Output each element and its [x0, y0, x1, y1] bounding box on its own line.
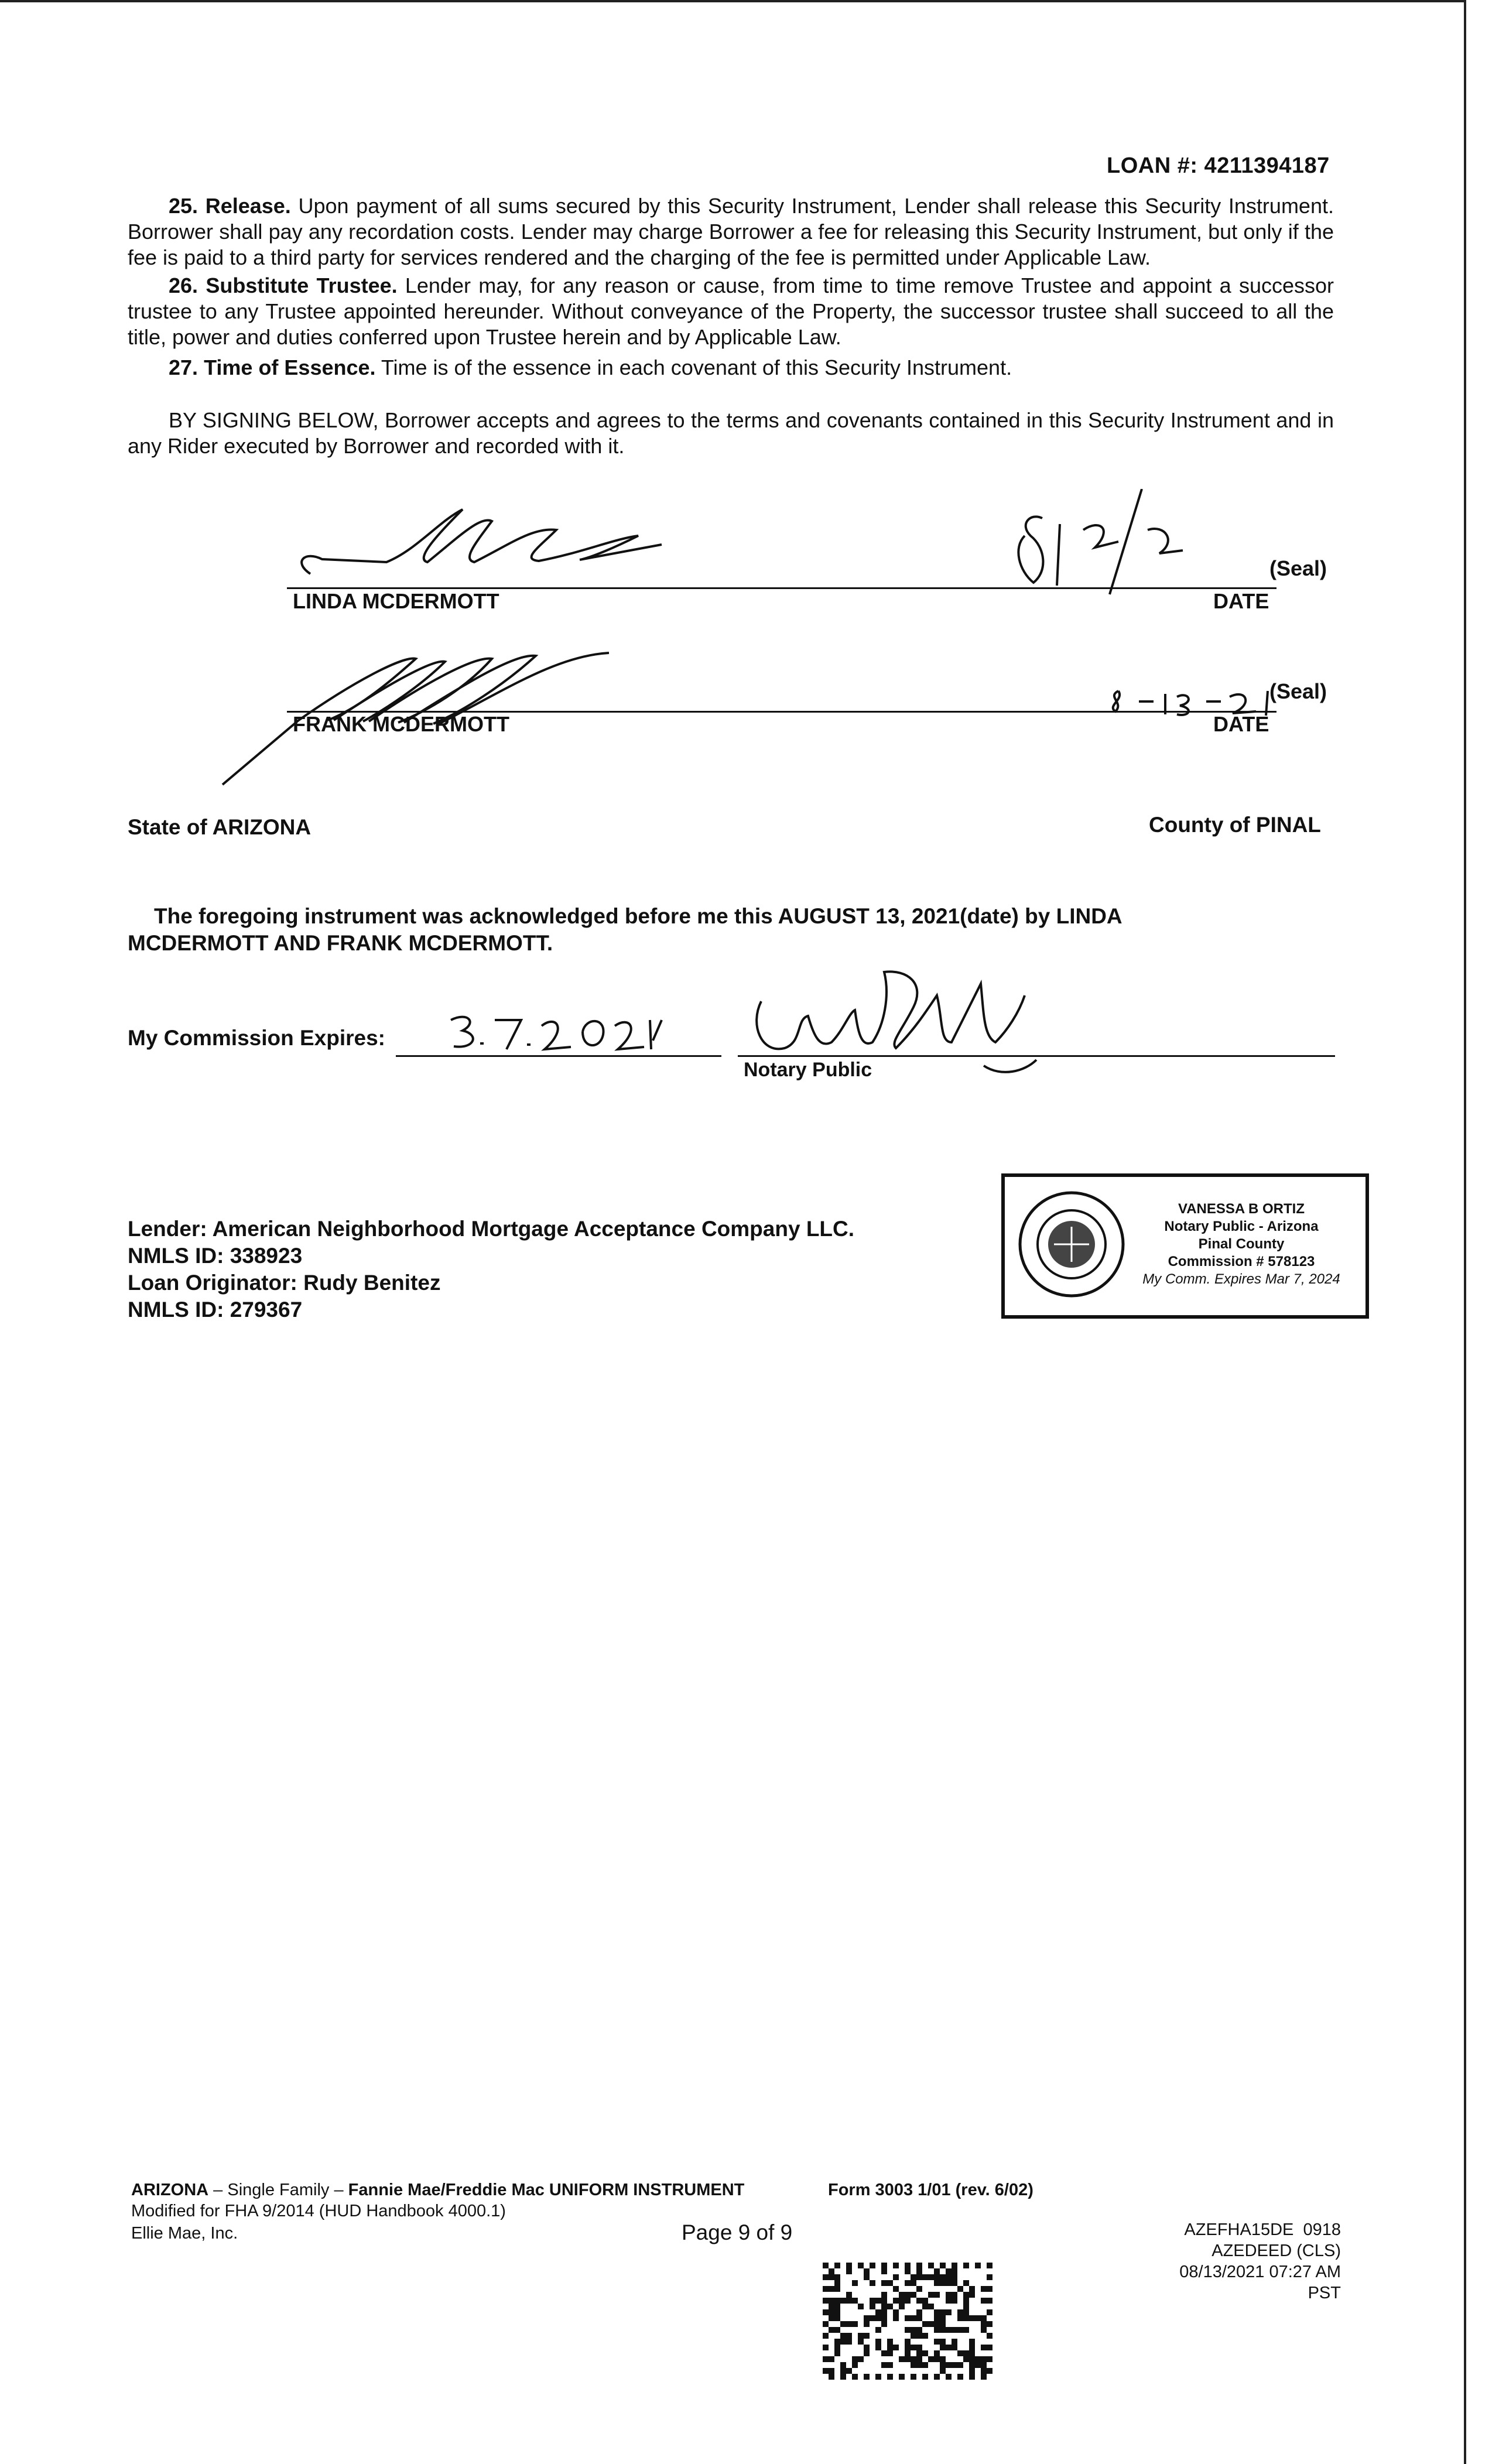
- signer-name-linda: LINDA MCDERMOTT: [293, 589, 499, 613]
- acknowledgment-body: The foregoing instrument was acknowledged before me this AUGUST 13, 2021(date) by LINDA MCDERMOTT AND FRANK MCDERMOTT.: [128, 904, 1122, 955]
- notary-public-label: Notary Public: [744, 1059, 872, 1081]
- signing-statement: [128, 408, 1334, 459]
- footer-codes: [1148, 2219, 1341, 2304]
- commission-expires-line: [396, 1055, 721, 1057]
- footer-line-1: [131, 2179, 744, 2201]
- section-27: [128, 355, 1334, 381]
- acknowledgment-text: [128, 903, 1240, 957]
- section-number: 25.: [169, 194, 199, 218]
- page-border-right: [1464, 0, 1466, 2464]
- barcode-icon: [823, 2263, 993, 2380]
- county-label: County of PINAL: [1149, 813, 1321, 837]
- stamp-title: Notary Public - Arizona: [1164, 1219, 1319, 1234]
- section-25: [128, 193, 1334, 271]
- section-26: [128, 273, 1334, 350]
- seal-label-linda: (Seal): [1269, 556, 1327, 580]
- footer-instrument: Fannie Mae/Freddie Mac UNIFORM INSTRUMENT: [348, 2181, 745, 2199]
- section-title: Substitute Trustee.: [206, 273, 398, 297]
- stamp-county: Pinal County: [1198, 1236, 1285, 1252]
- footer-line-3: Ellie Mae, Inc.: [131, 2224, 238, 2243]
- notary-stamp-text: [1130, 1200, 1353, 1288]
- section-number: 27.: [169, 355, 199, 379]
- loan-number: LOAN #: 4211394187: [1107, 153, 1330, 178]
- page-border-top: [0, 0, 1464, 2]
- handwritten-commission-date: [445, 1008, 668, 1055]
- section-title: Time of Essence.: [204, 355, 376, 379]
- seal-label-frank: (Seal): [1269, 679, 1327, 703]
- date-label-linda: DATE: [1213, 589, 1269, 613]
- state-label: State of ARIZONA: [128, 815, 312, 839]
- section-text: Upon payment of all sums secured by this Security Instrument, Lender shall release this Security Instrument. Borrower shall pay any recordation costs. Lender may charge Borrower a fee for releasing this Security Instrument, but only if the fee is paid to a third party for services rendered and the charging of the fee is permitted under Applicable Law.: [128, 194, 1334, 269]
- lender-info: [128, 1216, 854, 1323]
- stamp-commission: Commission # 578123: [1168, 1254, 1315, 1269]
- footer-type: – Single Family –: [208, 2181, 348, 2199]
- lender-name: Lender: American Neighborhood Mortgage Acceptance Company LLC.: [128, 1217, 855, 1241]
- section-text: Lender may, for any reason or cause, from time to time remove Trustee and appoint a successor trustee to any Trustee appointed hereunder. Without conveyance of the Property, the successor trustee shall succeed to all the title, power and duties conferred upon Trustee herein and by Applicable Law.: [128, 273, 1334, 349]
- commission-expires-label: My Commission Expires:: [128, 1026, 386, 1050]
- handwritten-date-linda: [1001, 489, 1195, 597]
- section-title: Release.: [205, 194, 291, 218]
- signature-linda-image: [287, 504, 685, 591]
- signing-statement-text: BY SIGNING BELOW, Borrower accepts and agrees to the terms and covenants contained in this Security Instrument and in any Rider executed by Borrower and recorded with it.: [128, 408, 1334, 458]
- originator-nmls: NMLS ID: 279367: [128, 1298, 303, 1322]
- footer-code-1: AZEFHA15DE 0918: [1184, 2220, 1341, 2239]
- stamp-expires: My Comm. Expires Mar 7, 2024: [1142, 1271, 1340, 1287]
- page-number: Page 9 of 9: [682, 2220, 793, 2244]
- lender-nmls: NMLS ID: 338923: [128, 1244, 303, 1268]
- footer-state: ARIZONA: [131, 2181, 209, 2199]
- date-label-frank: DATE: [1213, 712, 1269, 736]
- originator-name: Loan Originator: Rudy Benitez: [128, 1271, 441, 1295]
- section-text: Time is of the essence in each covenant of this Security Instrument.: [381, 355, 1012, 379]
- footer-line-2: Modified for FHA 9/2014 (HUD Handbook 4000.1): [131, 2202, 506, 2220]
- section-number: 26.: [169, 273, 199, 297]
- stamp-name: VANESSA B ORTIZ: [1178, 1201, 1305, 1217]
- footer-form: Form 3003 1/01 (rev. 6/02): [828, 2181, 1033, 2199]
- signer-name-frank: FRANK MCDERMOTT: [293, 712, 509, 736]
- footer-code-2: AZEDEED (CLS): [1211, 2241, 1341, 2260]
- arizona-seal-icon: [1016, 1189, 1127, 1300]
- footer-timestamp: 08/13/2021 07:27 AM PST: [1179, 2263, 1341, 2302]
